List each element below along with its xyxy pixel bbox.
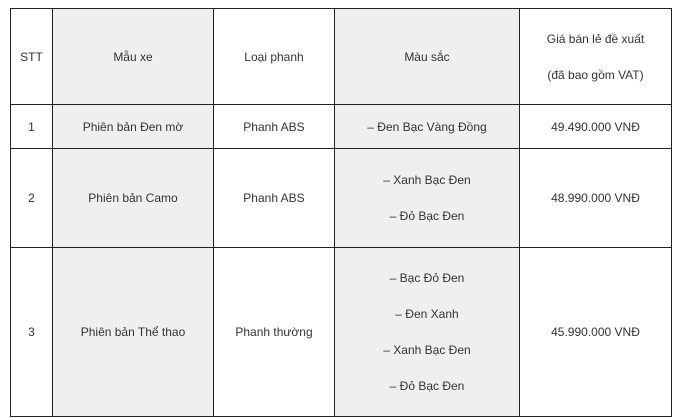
cell-price: 45.990.000 VNĐ [520,247,672,416]
price-table [10,8,672,417]
header-colors: Màu sắc [335,9,520,105]
header-brake: Loại phanh [214,9,335,105]
cell-colors [335,105,520,149]
color-option: – Đỏ Bạc Đen [389,378,465,393]
table-row [11,149,672,247]
cell-brake: Phanh thường [214,247,335,416]
color-option: – Xanh Bạc Đen [383,172,471,187]
header-price-line2: (đã bao gồm VAT) [547,67,644,82]
cell-colors [335,149,520,247]
color-option: – Bạc Đỏ Đen [389,270,465,285]
header-model: Mẫu xe [53,9,214,105]
table-row [11,247,672,416]
color-option: – Đỏ Bạc Đen [389,208,465,223]
table-row [11,105,672,149]
cell-brake: Phanh ABS [214,105,335,149]
cell-colors [335,247,520,416]
header-stt: STT [11,9,53,105]
header-price-line1: Giá bán lẻ đề xuất [546,31,645,46]
cell-model: Phiên bản Đen mờ [53,105,214,149]
cell-stt: 2 [11,149,53,247]
cell-model: Phiên bản Camo [53,149,214,247]
header-price [520,9,672,105]
cell-stt: 1 [11,105,53,149]
cell-price: 48.990.000 VNĐ [520,149,672,247]
color-option: – Đen Xanh [395,306,459,321]
color-option: – Xanh Bạc Đen [383,342,471,357]
cell-model: Phiên bản Thể thao [53,247,214,416]
cell-price: 49.490.000 VNĐ [520,105,672,149]
cell-stt: 3 [11,247,53,416]
table-header-row [11,9,672,105]
cell-brake: Phanh ABS [214,149,335,247]
color-option: – Đen Bạc Vàng Đồng [367,119,487,134]
